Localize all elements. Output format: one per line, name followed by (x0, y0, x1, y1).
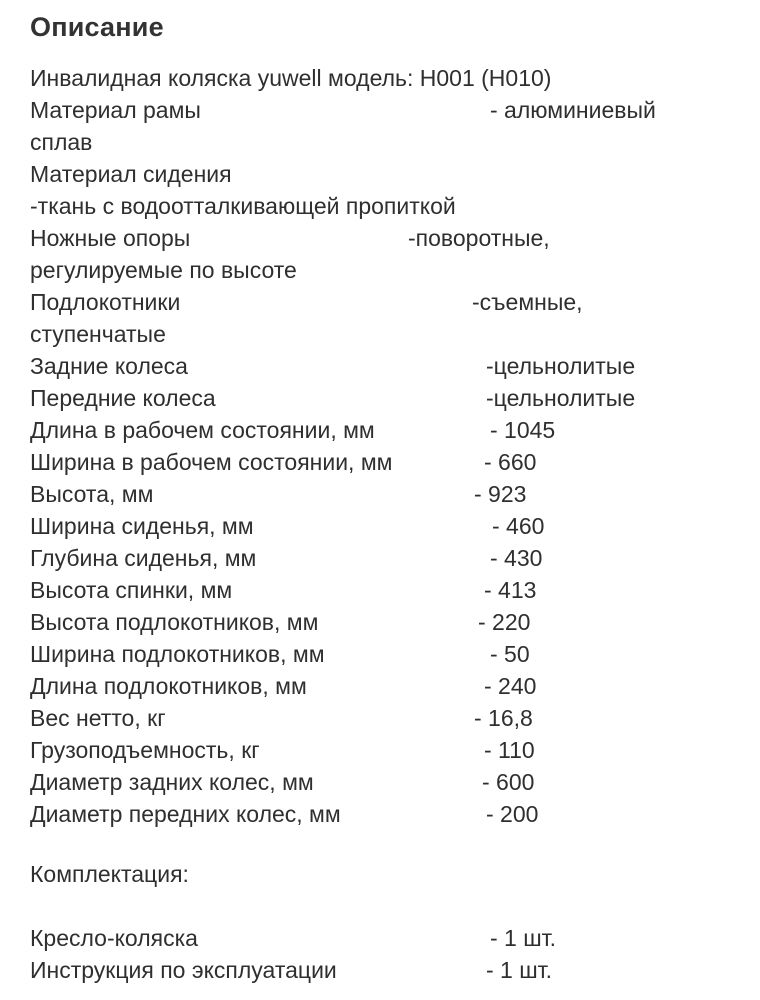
spec-label: Грузоподъемность, кг (30, 737, 260, 763)
spec-value: -цельнолитые (486, 385, 636, 411)
spec-value: - 1045 (490, 417, 556, 443)
spec-label: Диаметр задних колес, мм (30, 769, 314, 795)
package-item-value: - 1 шт. (486, 957, 553, 983)
armrests-value-cont: ступенчатые (30, 321, 166, 347)
armrests-value: -съемные, (472, 289, 583, 315)
spec-value: -цельнолитые (486, 353, 636, 379)
seat-value: -ткань с водоотталкивающей пропиткой (30, 193, 456, 219)
spec-value: - 460 (492, 513, 545, 539)
footrests-value: -поворотные, (408, 225, 550, 251)
spec-label: Высота подлокотников, мм (30, 609, 319, 635)
spec-label: Ширина подлокотников, мм (30, 641, 325, 667)
spec-label: Глубина сиденья, мм (30, 545, 257, 571)
spec-value: - 660 (484, 449, 537, 475)
footrests-value-cont: регулируемые по высоте (30, 257, 297, 283)
spec-value: - 110 (484, 737, 535, 763)
spec-label: Длина подлокотников, мм (30, 673, 307, 699)
frame-value-cont: сплав (30, 129, 93, 155)
spec-label: Высота спинки, мм (30, 577, 233, 603)
armrests-label: Подлокотники (30, 289, 181, 315)
spec-label: Вес нетто, кг (30, 705, 166, 731)
spec-value: - 413 (484, 577, 537, 603)
spec-value: - 220 (478, 609, 531, 635)
frame-value: - алюминиевый (490, 97, 656, 123)
model-line: Инвалидная коляска yuwell модель: H001 (H010) (30, 65, 552, 91)
spec-label: Передние колеса (30, 385, 216, 411)
package-item-label: Кресло-коляска (30, 925, 198, 951)
spec-value: - 923 (474, 481, 527, 507)
spec-label: Длина в рабочем состоянии, мм (30, 417, 375, 443)
spec-label: Диаметр передних колес, мм (30, 801, 341, 827)
spec-value: - 200 (486, 801, 539, 827)
package-item-label: Инструкция по эксплуатации (30, 957, 337, 983)
package-item-value: - 1 шт. (490, 925, 557, 951)
spec-value: - 430 (490, 545, 543, 571)
section-title: Описание (30, 12, 164, 42)
spec-label: Высота, мм (30, 481, 154, 507)
spec-label: Задние колеса (30, 353, 188, 379)
spec-value: - 600 (482, 769, 535, 795)
spec-value: - 16,8 (474, 705, 533, 731)
package-heading: Комплектация: (30, 861, 189, 887)
spec-label: Ширина сиденья, мм (30, 513, 254, 539)
spec-label: Ширина в рабочем состоянии, мм (30, 449, 393, 475)
spec-value: - 50 (490, 641, 530, 667)
spec-value: - 240 (484, 673, 537, 699)
seat-label: Материал сидения (30, 161, 232, 187)
footrests-label: Ножные опоры (30, 225, 191, 251)
frame-label: Материал рамы (30, 97, 201, 123)
